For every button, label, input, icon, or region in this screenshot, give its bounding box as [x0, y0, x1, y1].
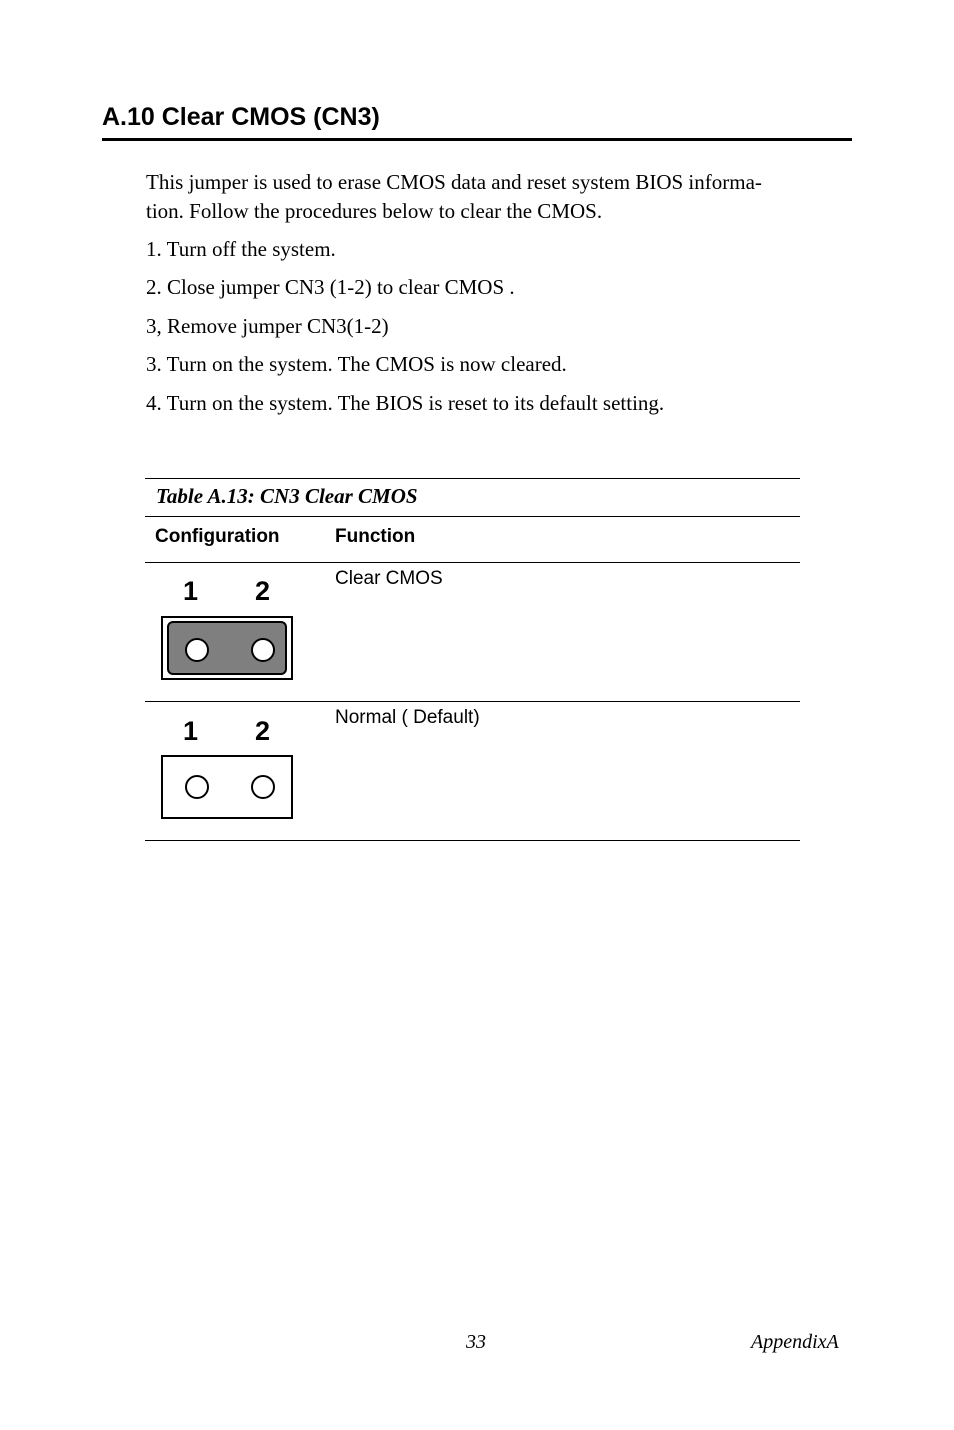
jumper-cap [167, 621, 287, 675]
function-text: Normal ( Default) [335, 707, 480, 728]
pin-label-2: 2 [255, 576, 271, 606]
table-caption: Table A.13: CN3 Clear CMOS [156, 484, 418, 508]
pin-2 [251, 775, 275, 799]
table-rule [145, 478, 800, 479]
heading-rule [102, 138, 852, 141]
pin-1 [185, 775, 209, 799]
pin-label-1: 1 [183, 576, 199, 606]
intro-line: This jumper is used to erase CMOS data and reset system BIOS informa- [146, 170, 762, 194]
footer-section-label: AppendixA [751, 1331, 839, 1353]
step-item: 1. Turn off the system. [146, 237, 336, 261]
pin-label-2: 2 [255, 716, 271, 746]
pin-1 [185, 638, 209, 662]
function-text: Clear CMOS [335, 568, 443, 589]
step-item: 3. Turn on the system. The CMOS is now cleared. [146, 352, 567, 376]
jumper-open-diagram [161, 755, 293, 819]
pin-label-1: 1 [183, 716, 199, 746]
page-title: A.10 Clear CMOS (CN3) [102, 103, 380, 131]
table-rule [145, 840, 800, 841]
table-rule [145, 516, 800, 517]
step-item: 3, Remove jumper CN3(1-2) [146, 314, 389, 338]
step-item: 2. Close jumper CN3 (1-2) to clear CMOS . [146, 275, 515, 299]
table-rule [145, 562, 800, 563]
jumper-closed-diagram [161, 616, 293, 680]
page-number: 33 [466, 1331, 486, 1353]
column-header-function: Function [335, 526, 416, 547]
pin-2 [251, 638, 275, 662]
step-item: 4. Turn on the system. The BIOS is reset to its default setting. [146, 391, 665, 415]
column-header-configuration: Configuration [155, 526, 280, 547]
table-rule [145, 701, 800, 702]
intro-line: tion. Follow the procedures below to clear the CMOS. [146, 199, 603, 223]
